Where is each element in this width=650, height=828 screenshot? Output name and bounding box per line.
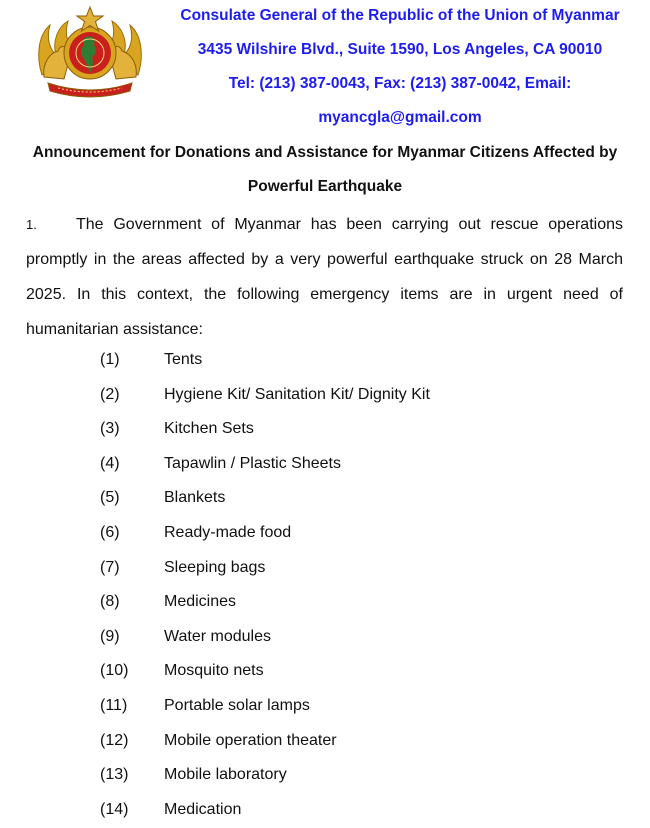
item-number: (1): [100, 351, 120, 368]
list-item: [100, 551, 600, 586]
item-label: Water modules: [164, 627, 271, 645]
list-item: [100, 689, 600, 724]
list-item: [100, 654, 600, 689]
list-item: [100, 620, 600, 655]
item-label: Ready-made food: [164, 523, 292, 541]
list-item: [100, 758, 600, 793]
item-label: Tents: [164, 351, 203, 368]
letterhead: [160, 4, 640, 140]
item-label: Mosquito nets: [164, 662, 264, 680]
list-item: [100, 516, 600, 551]
item-number: (8): [100, 593, 120, 611]
item-label: Sleeping bags: [164, 558, 266, 576]
item-number: (7): [100, 558, 120, 576]
myanmar-state-seal-icon: [34, 5, 146, 98]
item-number: (12): [100, 731, 129, 749]
paragraph-1: [26, 207, 623, 347]
consulate-address: 3435 Wilshire Blvd., Suite 1590, Los Angeles, CA 90010: [197, 41, 603, 58]
paragraph-number: 1.: [26, 217, 37, 232]
item-label: Blankets: [164, 489, 226, 507]
item-number: (2): [100, 385, 120, 403]
item-number: (5): [100, 489, 120, 507]
list-item: [100, 343, 600, 378]
item-label: Medication: [164, 800, 242, 818]
item-number: (9): [100, 627, 120, 645]
consulate-phone-fax: Tel: (213) 387-0043, Fax: (213) 387-0042, Email:: [228, 75, 572, 92]
item-label: Hygiene Kit/ Sanitation Kit/ Dignity Kit: [164, 385, 430, 403]
paragraph-text: The Government of Myanmar has been carrying out rescue operations promptly in the areas affected by a very powerful earthquake struck on 28 March 2025. In this context, the following emergency items are in urgent need of humanitarian assistance:: [26, 216, 623, 338]
announcement-title: [20, 140, 630, 208]
item-number: (6): [100, 523, 120, 541]
item-number: (10): [100, 662, 129, 680]
item-label: Tapawlin / Plastic Sheets: [164, 454, 341, 472]
item-number: (11): [100, 696, 128, 714]
announcement-title-line2: Powerful Earthquake: [247, 178, 403, 195]
announcement-title-line1: Announcement for Donations and Assistance for Myanmar Citizens Affected by: [32, 144, 618, 161]
item-label: Portable solar lamps: [164, 696, 310, 714]
item-label: Mobile laboratory: [164, 766, 287, 784]
item-number: (3): [100, 420, 120, 438]
item-label: Kitchen Sets: [164, 420, 254, 438]
consulate-email: myancgla@gmail.com: [318, 109, 482, 126]
list-item: [100, 378, 600, 413]
list-item: [100, 481, 600, 516]
list-item: [100, 724, 600, 759]
item-label: Medicines: [164, 593, 237, 611]
list-item: [100, 585, 600, 620]
consulate-name: Consulate General of the Republic of the Union of Myanmar: [180, 7, 620, 24]
list-item: [100, 447, 600, 482]
list-item: [100, 412, 600, 447]
item-number: (14): [100, 800, 129, 818]
item-number: (4): [100, 454, 120, 472]
item-number: (13): [100, 766, 129, 784]
emergency-items-list: [100, 343, 600, 827]
item-label: Mobile operation theater: [164, 731, 337, 749]
list-item: [100, 793, 600, 828]
